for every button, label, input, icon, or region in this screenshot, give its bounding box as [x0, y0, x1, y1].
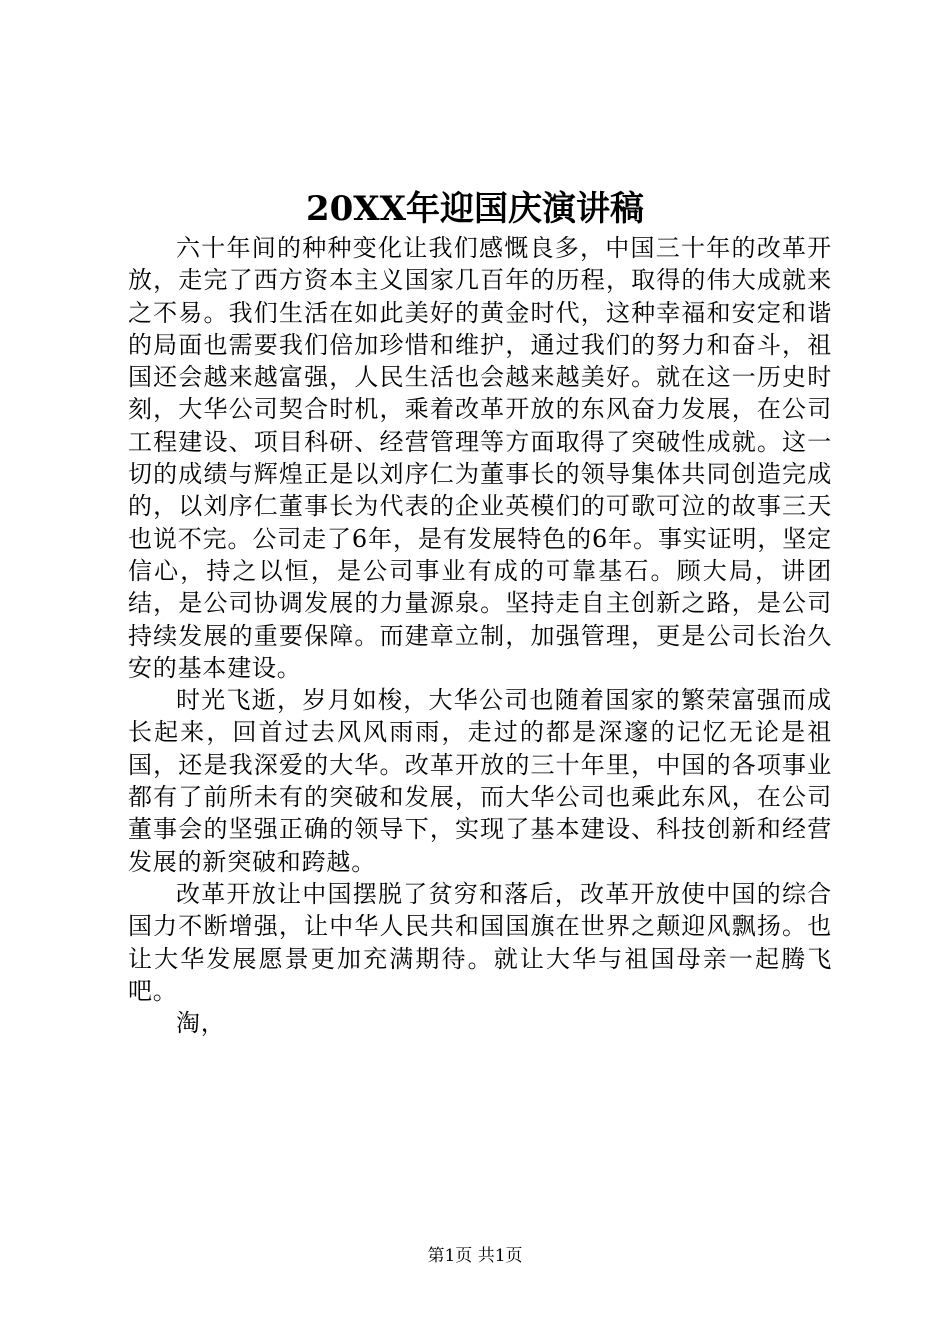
- document-body: [128, 232, 832, 1039]
- paragraph-3: 改革开放让中国摆脱了贫穷和落后，改革开放使中国的综合国力不断增强，让中华人民共和国国旗在世界之颠迎风飘扬。也让大华发展愿景更加充满期待。就让大华与祖国母亲一起腾飞吧。: [128, 879, 832, 1005]
- paragraph-2: 时光飞逝，岁月如梭，大华公司也随着国家的繁荣富强而成长起来，回首过去风风雨雨，走过的都是深邃的记忆无论是祖国，还是我深爱的大华。改革开放的三十年里，中国的各项事业都有了前所未有的突破和发展，而大华公司也乘此东风，在公司董事会的坚强正确的领导下，实现了基本建设、科技创新和经营发展的新突破和跨越。: [128, 686, 832, 876]
- document-title: 20XX年迎国庆演讲稿: [305, 189, 645, 229]
- paragraph-1: 六十年间的种种变化让我们感慨良多，中国三十年的改革开放，走完了西方资本主义国家几百年的历程，取得的伟大成就来之不易。我们生活在如此美好的黄金时代，这种幸福和安定和谐的局面也需要我们倍加珍惜和维护，通过我们的努力和奋斗，祖国还会越来越富强，人民生活也会越来越美好。就在这一历史时刻，大华公司契合时机，乘着改革开放的东风奋力发展，在公司工程建设、项目科研、经营管理等方面取得了突破性成就。这一切的成绩与辉煌正是以刘序仁为董事长的领导集体共同创造完成的，以刘序仁董事长为代表的企业英模们的可歌可泣的故事三天也说不完。公司走了6年，是有发展特色的6年。事实证明，坚定信心，持之以恒，是公司事业有成的可靠基石。顾大局，讲团结，是公司协调发展的力量源泉。坚持走自主创新之路，是公司持续发展的重要保障。而建章立制，加强管理，更是公司长治久安的基本建设。: [128, 234, 832, 682]
- paragraph-4: 淘，: [176, 1009, 226, 1038]
- page-footer: 第1页 共1页: [427, 1246, 523, 1266]
